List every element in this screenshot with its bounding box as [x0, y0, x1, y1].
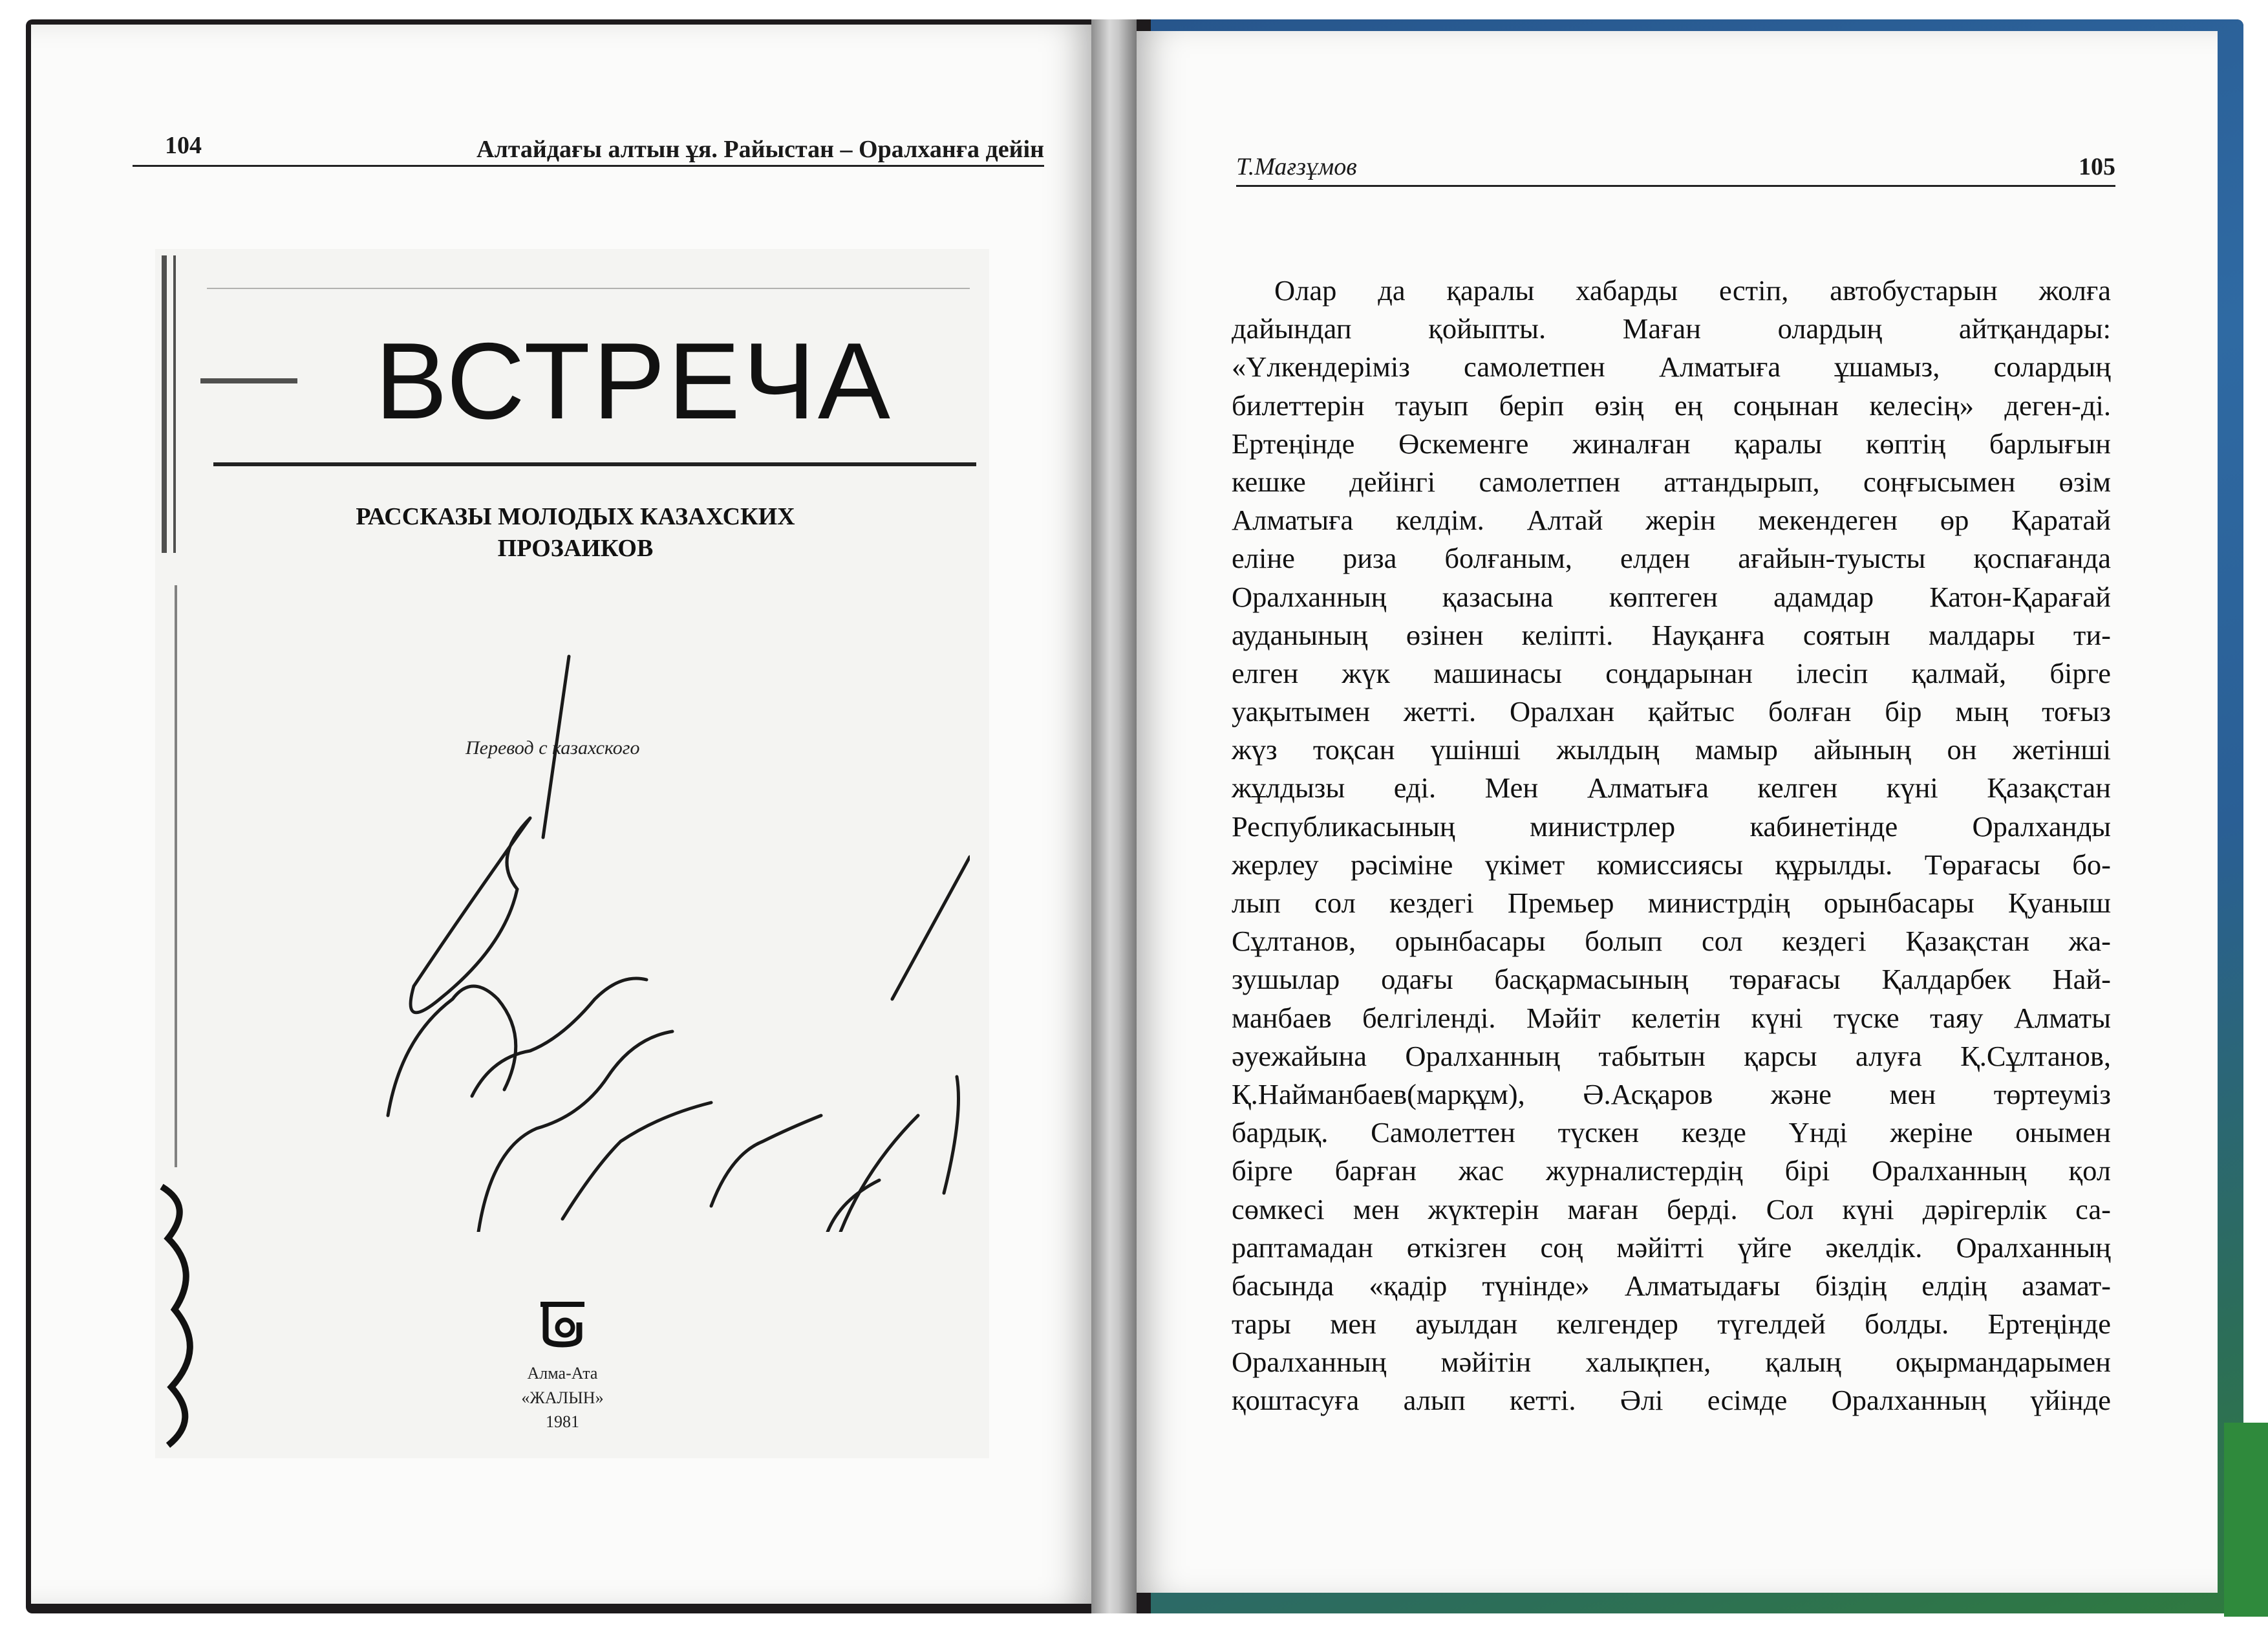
text-line: жұлдызы еді. Мен Алматыға келген күні Қазақстан: [1232, 771, 2111, 804]
text-line: Сұлтанов, орынбасары болып сол кездегі Қазақстан жа-: [1232, 925, 2111, 958]
text-line: Республикасының министрлер кабинетінде Оралханды: [1232, 810, 2111, 843]
photocopied-title-page: [155, 249, 989, 1458]
text-line: «Үлкендеріміз самолетпен Алматыға ұшамыз, солардың: [1232, 350, 2111, 383]
imprint-year: 1981: [546, 1412, 579, 1432]
imprint-publisher: «ЖАЛЫН»: [521, 1388, 604, 1407]
text-line: жерлеу рәсіміне үкімет комиссиясы құрылды. Төрағасы бо-: [1232, 848, 2111, 881]
text-line: ауданының өзінен келіпті. Науқанға соятын малдары ти-: [1232, 618, 2111, 651]
subtitle-line-2: ПРОЗАИКОВ: [497, 535, 654, 563]
text-line: лып сол кездегі Премьер министрдің орынбасары Қуаныш: [1232, 887, 2111, 919]
text-line: басында «қадір түнінде» Алматыдағы біздің елдің азамат-: [1232, 1269, 2111, 1302]
text-line: бардық. Самолеттен түскен кезде Үнді жеріне онымен: [1232, 1116, 2111, 1149]
left-running-head: [133, 126, 1044, 167]
text-line: Оралханның мәйітін халықпен, қалың оқырмандарымен: [1232, 1346, 2111, 1379]
text-line: Ертеңінде Өскеменге жиналған қаралы көптің барлығын: [1232, 427, 2111, 460]
text-line: жүз тоқсан үшінші жылдың мамыр айының он жетінші: [1232, 733, 2111, 766]
book-spine: [1091, 19, 1137, 1613]
imprint: [465, 1361, 659, 1434]
publisher-logo-icon: [537, 1297, 588, 1348]
text-line: Қ.Найманбаев(марқұм), Ә.Асқаров және мен төртеуміз: [1232, 1077, 2111, 1110]
text-line: раптамадан өткізген соң мәйітті үйге әкелдік. Оралханның: [1232, 1231, 2111, 1264]
text-line: уақытымен жетті. Оралхан қайтыс болған бір мың тоғыз: [1232, 695, 2111, 728]
subtitle-line-1: РАССКАЗЫ МОЛОДЫХ КАЗАХСКИХ: [356, 503, 795, 530]
right-running-head: [1236, 149, 2115, 187]
text-line: Олар да қаралы хабарды естіп, автобустарын жолға: [1274, 274, 2111, 307]
text-line: сөмкесі мен жүктерін маған берді. Сол күні дәрігерлік са-: [1232, 1192, 2111, 1225]
text-line: қоштасуға алып кетті. Әлі есімде Оралханның үйінде: [1232, 1384, 2111, 1417]
text-line: Алматыға келдім. Алтай жерін мекендеген өр Қаратай: [1232, 504, 2111, 537]
text-line: Оралханның қазасына көптеген адамдар Катон-Қарағай: [1232, 580, 2111, 613]
text-line: еліне риза болғаным, елден ағайын-туысты қоспағанда: [1232, 542, 2111, 575]
title-rule: [213, 462, 976, 466]
book-title: ВСТРЕЧА: [375, 320, 893, 442]
text-line: әуежайына Оралханның табытын қарсы алуға Қ.Сұлтанов,: [1232, 1039, 2111, 1072]
cover-edge: [2224, 1423, 2268, 1617]
text-line: бірге барған жас журналистердің бірі Оралханның қол: [1232, 1154, 2111, 1187]
text-line: дайындап қойыпты. Маған олардың айтқандары:: [1232, 312, 2111, 345]
translation-note: Перевод с казахского: [465, 737, 640, 759]
text-line: елген жүк машинасы соңдарынан ілесіп қалмай, бірге: [1232, 656, 2111, 689]
text-line: манбаев белгіленді. Мәйіт келетін күні түске таяу Алматы: [1232, 1001, 2111, 1034]
margin-scribble-icon: [155, 1180, 213, 1452]
imprint-city: Алма-Ата: [527, 1364, 598, 1383]
handwritten-dedication-icon: [259, 585, 970, 1232]
book-subtitle: [284, 501, 866, 565]
text-line: тары мен ауылдан келгендер түгелдей болды. Ертеңінде: [1232, 1308, 2111, 1341]
left-running-title: Алтайдағы алтын ұя. Райыстан – Оралханға дейін: [476, 136, 1044, 163]
text-line: билеттерін тауып беріп өзің ең соңынан келесің» деген-ді.: [1232, 389, 2111, 422]
body-text: [1232, 272, 2111, 1420]
text-line: кешке дейінгі самолетпен аттандырып, соңғысымен өзім: [1232, 465, 2111, 498]
author-name: Т.Мағзұмов: [1236, 153, 1357, 180]
left-page-number: 104: [165, 132, 202, 159]
text-line: зушылар одағы басқармасының төрағасы Қалдарбек Най-: [1232, 963, 2111, 996]
right-page-number: 105: [2079, 153, 2115, 180]
